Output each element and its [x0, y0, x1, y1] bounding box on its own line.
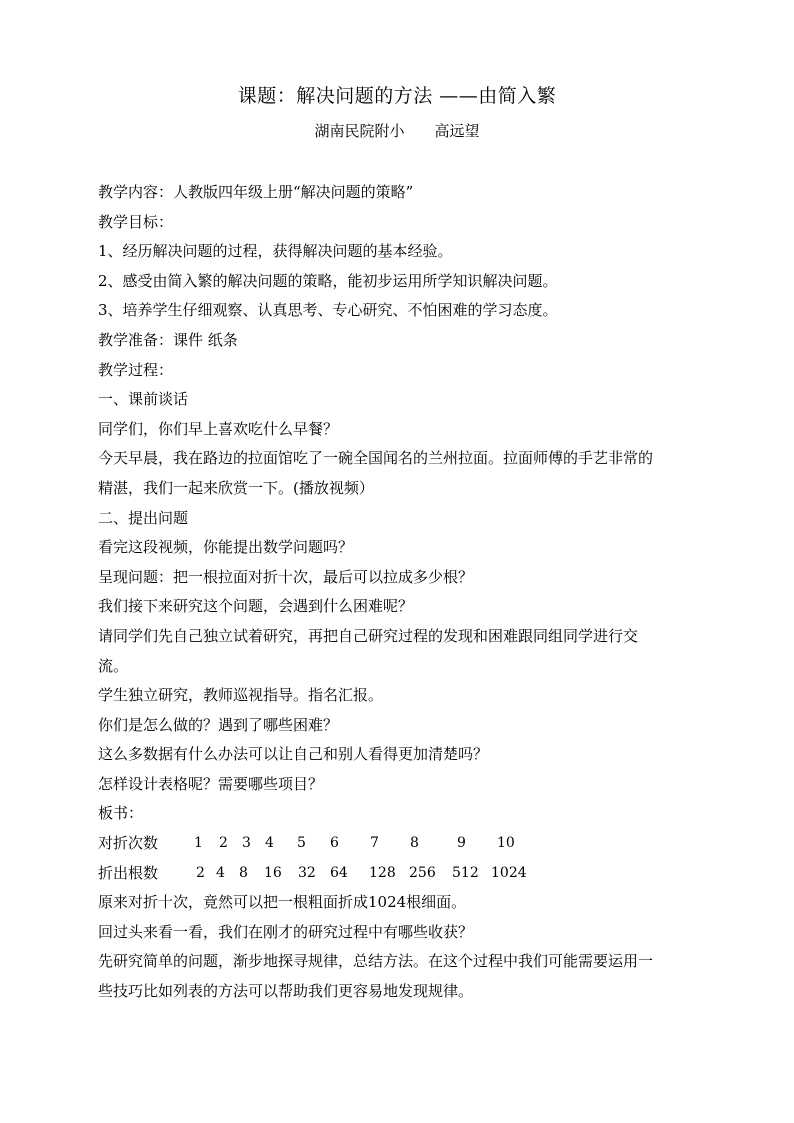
- author-line: [0, 120, 794, 141]
- paragraph-line: 请同学们先自己独立试着研究，再把自己研究过程的发现和困难跟同组同学进行交: [98, 626, 639, 645]
- document-body: [98, 178, 698, 1007]
- paragraph-line: 同学们，你们早上喜欢吃什么早餐？: [98, 419, 339, 438]
- table-cell: 128: [369, 864, 396, 881]
- paragraph-line: 流。: [98, 656, 129, 675]
- paragraph-line: 我们接下来研究这个问题，会遇到什么困难呢？: [98, 597, 414, 616]
- teaching-goals-heading: 教学目标：: [98, 212, 174, 231]
- author-name: 高远望: [434, 122, 480, 140]
- table-cell: 1024: [491, 864, 527, 881]
- table-cell: 7: [370, 835, 379, 852]
- table-cell: 2: [196, 864, 205, 881]
- goal-3: 3、培养学生仔细观察、认真思考、专心研究、不怕困难的学习态度。: [98, 301, 558, 320]
- author-school: 湖南民院附小: [314, 122, 405, 140]
- table-cell: 8: [239, 864, 248, 881]
- goal-2: 2、感受由简入繁的解决问题的策略，能初步运用所学知识解决问题。: [98, 271, 558, 290]
- paragraph-line: 些技巧比如列表的方法可以帮助我们更容易地发现规律。: [98, 982, 474, 1001]
- table-cell: 4: [265, 835, 274, 852]
- table-cell: 1: [194, 835, 203, 852]
- table-cell: 10: [497, 835, 515, 852]
- teaching-content: 教学内容：人教版四年级上册“解决问题的策略”: [98, 183, 414, 201]
- table-cell: 256: [409, 864, 436, 881]
- paragraph-line: 怎样设计表格呢？需要哪些项目？: [98, 774, 324, 793]
- table-cell: 64: [330, 864, 348, 881]
- paragraph-line: 精湛，我们一起来欣赏一下。(播放视频）: [98, 478, 374, 497]
- row-label: 对折次数: [98, 834, 159, 853]
- table-cell: 4: [216, 864, 225, 881]
- section-2-heading: 二、提出问题: [98, 508, 189, 527]
- row-label: 折出根数: [98, 863, 159, 882]
- board-row-strand-count: [98, 859, 698, 889]
- table-cell: 2: [219, 835, 228, 852]
- paragraph-line: 回过头来看一看，我们在刚才的研究过程中有哪些收获？: [98, 922, 474, 941]
- table-cell: 32: [298, 864, 316, 881]
- section-1-heading: 一、课前谈话: [98, 390, 189, 409]
- table-cell: 9: [457, 835, 466, 852]
- table-cell: 512: [452, 864, 479, 881]
- table-cell: 6: [330, 835, 339, 852]
- table-cell: 16: [264, 864, 282, 881]
- paragraph-line: 原来对折十次，竟然可以把一根粗面折成1024根细面。: [98, 893, 467, 912]
- teaching-process-heading: 教学过程：: [98, 360, 174, 379]
- paragraph-line: 今天早晨，我在路边的拉面馆吃了一碗全国闻名的兰州拉面。拉面师傅的手艺非常的: [98, 449, 654, 468]
- teaching-preparation: 教学准备：课件 纸条: [98, 330, 238, 349]
- board-row-fold-count: [98, 829, 698, 859]
- paragraph-line: 学生独立研究，教师巡视指导。指名汇报。: [98, 686, 384, 705]
- paragraph-line: 你们是怎么做的？遇到了哪些困难？: [98, 715, 339, 734]
- lesson-title: 课题：解决问题的方法 ——由简入繁: [237, 85, 557, 107]
- table-cell: 3: [242, 835, 251, 852]
- goal-1: 1、经历解决问题的过程，获得解决问题的基本经验。: [98, 242, 453, 261]
- table-cell: 8: [410, 835, 419, 852]
- table-cell: 5: [297, 835, 306, 852]
- paragraph-line: 先研究简单的问题，渐步地探寻规律，总结方法。在这个过程中我们可能需要运用一: [98, 952, 654, 971]
- paragraph-line: 呈现问题：把一根拉面对折十次，最后可以拉成多少根？: [98, 567, 474, 586]
- paragraph-line: 这么多数据有什么办法可以让自己和别人看得更加清楚吗？: [98, 745, 489, 764]
- board-heading: 板书：: [98, 804, 144, 823]
- paragraph-line: 看完这段视频，你能提出数学问题吗？: [98, 538, 354, 557]
